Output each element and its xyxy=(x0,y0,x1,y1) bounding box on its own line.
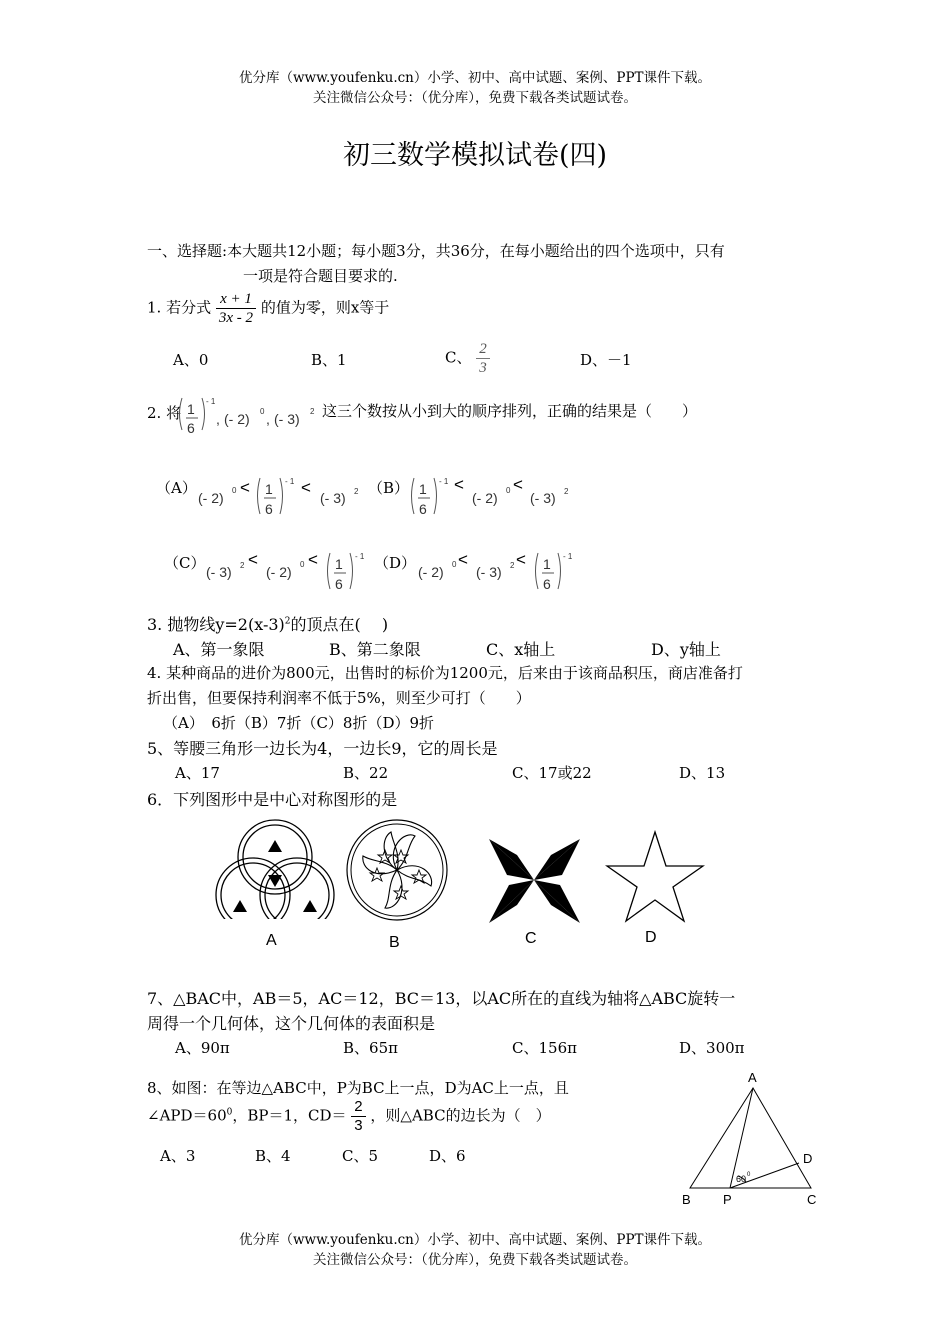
star-1 xyxy=(394,850,408,863)
q8-option-a: A、3 xyxy=(160,1147,196,1165)
q2-m2: (- 2) xyxy=(224,411,250,427)
q2d-neg1: - 1 xyxy=(563,552,573,561)
q1-fraction-den: 3x - 2 xyxy=(218,310,254,326)
q2a-six: 6 xyxy=(265,501,273,517)
q2-option-d-label: （D） xyxy=(374,554,417,572)
q8-fraction-den: 3 xyxy=(354,1117,363,1134)
q2d-e0: 0 xyxy=(452,560,457,569)
q2-option-a-label: （A） xyxy=(156,479,197,497)
triangle-left xyxy=(233,900,247,912)
q5-option-d: D、13 xyxy=(679,764,726,782)
q1-fraction xyxy=(216,290,256,327)
q8-line-2b: ，BP＝1，CD＝ xyxy=(232,1106,347,1125)
q8-line-2-sup: 0 xyxy=(226,1107,233,1118)
q4-line-1: 4. 某种商品的进价为800元，出售时的标价为1200元，后来由于该商品积压，商店准备打 xyxy=(147,664,743,682)
q8-figure xyxy=(678,1068,828,1210)
triangle-center xyxy=(268,875,282,887)
q1-fraction-num: x + 1 xyxy=(216,290,256,309)
star-2 xyxy=(412,870,426,883)
section-heading-line xyxy=(147,240,725,261)
star-4 xyxy=(370,868,384,881)
q2a-e0: 0 xyxy=(232,486,237,495)
section-desc-2: 一项是符合题目要求的. xyxy=(243,267,398,285)
q2-option-c-label: （C） xyxy=(164,554,206,572)
q2-option-d-expr xyxy=(418,545,588,600)
paren-right xyxy=(558,553,561,589)
q2d-six: 6 xyxy=(543,576,551,592)
section-desc-1: 本大题共12小题；每小题3分，共36分，在每小题给出的四个选项中，只有 xyxy=(227,242,725,260)
q1-prefix: 1. 若分式 xyxy=(147,298,212,317)
question-3 xyxy=(147,612,388,635)
q2-six: 6 xyxy=(187,420,195,436)
q2a-m3: (- 3) xyxy=(320,490,346,506)
q2c-e2: 2 xyxy=(240,561,245,570)
q3-text2: 的顶点在( ) xyxy=(290,615,389,634)
label-d: D xyxy=(803,1151,813,1166)
q2d-lt1: < xyxy=(458,550,468,569)
q3-option-b: B、第二象限 xyxy=(329,640,421,659)
q2d-one: 1 xyxy=(543,556,551,572)
q6-figure-d xyxy=(605,830,705,925)
q2b-e0: 0 xyxy=(506,486,511,495)
arc-right-outer xyxy=(260,858,334,925)
q2c-m2: (- 2) xyxy=(266,564,292,580)
q6-figure-b xyxy=(345,818,450,923)
q2-option-a-expr xyxy=(198,470,368,525)
triangle-top xyxy=(268,840,282,852)
q7-option-c: C、156π xyxy=(512,1039,577,1057)
q1-option-b: B、1 xyxy=(311,351,347,369)
paren-left xyxy=(412,478,415,514)
header-line-1: 优分库（www.youfenku.cn）小学、初中、高中试题、案例、PPT课件下载。 xyxy=(238,70,712,86)
q2b-lt1: < xyxy=(454,475,464,494)
footer-line-1: 优分库（www.youfenku.cn）小学、初中、高中试题、案例、PPT课件下载。 xyxy=(238,1232,712,1248)
q5-text: 5、等腰三角形一边长为4，一边长9，它的周长是 xyxy=(147,739,498,758)
label-angle: 60 xyxy=(736,1174,747,1184)
q5-option-b: B、22 xyxy=(343,764,389,782)
paren-left xyxy=(258,478,261,514)
paren-left xyxy=(536,553,539,589)
label-p: P xyxy=(723,1192,732,1207)
q2b-m3: (- 3) xyxy=(530,490,556,506)
q1-option-d: D、－1 xyxy=(580,351,632,369)
star-outline xyxy=(607,832,703,921)
q3-option-d: D、y轴上 xyxy=(651,640,721,659)
q2b-neg1: - 1 xyxy=(439,477,449,486)
q7-option-a: A、90π xyxy=(175,1039,230,1057)
q1-suffix: 的值为零，则x等于 xyxy=(260,298,390,317)
page-title: 初三数学模拟试卷(四) xyxy=(342,140,608,171)
q2c-e0: 0 xyxy=(300,560,305,569)
q1-option-c-fraction xyxy=(476,340,490,377)
q2a-neg1: - 1 xyxy=(285,477,295,486)
q2b-one: 1 xyxy=(419,481,427,497)
q8-option-b: B、4 xyxy=(255,1147,291,1165)
q6-label-d: D xyxy=(645,929,657,946)
q2b-m2: (- 2) xyxy=(472,490,498,506)
q2-comma-1: , xyxy=(216,411,220,427)
q2-m3: (- 3) xyxy=(274,411,300,427)
q2-exp-0: 0 xyxy=(260,407,265,416)
q8-fraction xyxy=(351,1098,365,1135)
q2b-lt2: < xyxy=(513,475,523,494)
paren-left xyxy=(328,553,331,589)
q7-option-b: B、65π xyxy=(343,1039,398,1057)
q3-option-a: A、第一象限 xyxy=(173,640,265,659)
mask xyxy=(208,919,343,925)
q2-exp-2: 2 xyxy=(310,407,315,416)
label-angle-sup: 0 xyxy=(747,1172,751,1178)
q6-text: 6．下列图形中是中心对称图形的是 xyxy=(147,790,398,809)
triangle-right xyxy=(303,900,317,912)
paren-left xyxy=(180,398,183,430)
q3-option-c: C、x轴上 xyxy=(486,640,556,659)
q2a-one: 1 xyxy=(265,481,273,497)
footer-line-2: 关注微信公众号：（优分库），免费下载各类试题试卷。 xyxy=(313,1252,637,1268)
q2c-neg1: - 1 xyxy=(355,552,365,561)
q7-option-d: D、300π xyxy=(679,1039,745,1057)
q2-prefix: 2. 将 xyxy=(147,404,182,422)
q1-option-a: A、0 xyxy=(173,351,209,369)
q7-line-1: 7、△BAC中，AB＝5，AC＝12，BC＝13，以AC所在的直线为轴将△ABC旋转一 xyxy=(147,989,736,1008)
q2d-e2: 2 xyxy=(510,561,515,570)
paren-right xyxy=(280,478,283,514)
q2a-m2: (- 2) xyxy=(198,490,224,506)
question-1 xyxy=(147,290,389,327)
q7-line-2: 周得一个几何体，这个几何体的表面积是 xyxy=(147,1014,436,1033)
q2c-six: 6 xyxy=(335,576,343,592)
q8-line-2 xyxy=(147,1098,551,1135)
q5-option-a: A、17 xyxy=(175,764,220,782)
q8-fraction-num: 2 xyxy=(351,1098,365,1117)
q2-one: 1 xyxy=(187,401,195,417)
q5-option-c: C、17或22 xyxy=(512,764,592,782)
q2a-lt2: < xyxy=(301,478,311,497)
q6-label-b: B xyxy=(389,934,400,951)
q2d-m3: (- 3) xyxy=(476,564,502,580)
paren-right xyxy=(202,398,205,430)
q6-figure-c xyxy=(487,835,582,925)
q8-option-c: C、5 xyxy=(342,1147,379,1165)
label-a: A xyxy=(748,1070,757,1085)
label-b: B xyxy=(682,1192,691,1207)
header-line-2: 关注微信公众号：（优分库），免费下载各类试题试卷。 xyxy=(313,90,637,106)
q2-option-b-label: （B） xyxy=(368,479,410,497)
q3-sup: 2 xyxy=(284,616,291,627)
triangle-abc xyxy=(690,1088,811,1188)
q1-option-c-label: C、 xyxy=(445,348,472,367)
q2-comma-2: , xyxy=(266,411,270,427)
q8-line-1: 8、如图：在等边△ABC中，P为BC上一点，D为AC上一点，且 xyxy=(147,1079,569,1097)
q2c-lt2: < xyxy=(308,550,318,569)
q2-option-c-expr xyxy=(206,545,376,600)
q8-line-2a: ∠APD＝60 xyxy=(147,1106,227,1125)
q8-line-2c: ，则△ABC的边长为（ ） xyxy=(370,1106,551,1125)
section-heading: 一、选择题: xyxy=(147,242,228,260)
q2-suffix: 这三个数按从小到大的顺序排列，正确的结果是（ ） xyxy=(322,402,698,420)
q1-option-c xyxy=(445,340,490,377)
q2b-six: 6 xyxy=(419,501,427,517)
q6-figure-a xyxy=(208,815,343,925)
q8-option-d: D、6 xyxy=(429,1147,466,1165)
q1-option-c-den: 3 xyxy=(479,360,487,376)
q2a-e2: 2 xyxy=(354,487,359,496)
q2-option-b-expr xyxy=(408,470,578,525)
q6-label-a: A xyxy=(266,932,277,949)
paren-right xyxy=(434,478,437,514)
q2a-lt1: < xyxy=(240,478,250,497)
q2c-lt1: < xyxy=(248,550,258,569)
label-c: C xyxy=(807,1192,817,1207)
q2d-m2: (- 2) xyxy=(418,564,444,580)
q2b-e2: 2 xyxy=(564,487,569,496)
paren-right xyxy=(350,553,353,589)
q2c-m3: (- 3) xyxy=(206,564,232,580)
q6-label-c: C xyxy=(525,930,537,947)
q3-text: 3. 抛物线y=2(x-3) xyxy=(147,615,285,634)
q2-expression xyxy=(176,392,326,450)
q2-exp-neg1: - 1 xyxy=(206,397,216,406)
q4-options: （A） 6折（B）7折（C）8折（D）9折 xyxy=(163,714,435,732)
q2d-lt2: < xyxy=(516,550,526,569)
q4-line-2: 折出售，但要保持利润率不低于5%，则至少可打（ ） xyxy=(147,689,531,707)
q1-option-c-num: 2 xyxy=(476,340,490,359)
q2c-one: 1 xyxy=(335,556,343,572)
